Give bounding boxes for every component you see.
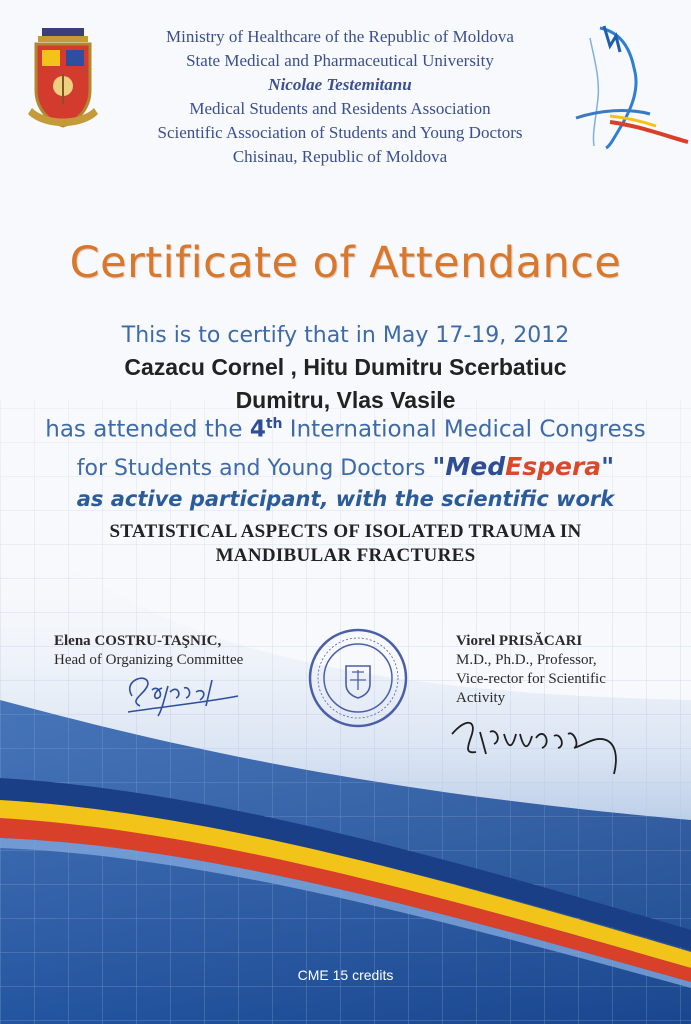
- participant-names-line1: Cazacu Cornel , Hitu Dumitru Scerbatiuc: [124, 354, 567, 380]
- header-scientific-association: Scientific Association of Students and Young Doctors: [157, 123, 523, 142]
- right-signatory-role-line1: M.D., Ph.D., Professor,: [456, 652, 597, 668]
- congress-ordinal-suffix: th: [265, 416, 283, 432]
- brand-part2: Espera: [505, 452, 602, 481]
- participant-role-line: as active participant, with the scientific work: [76, 487, 615, 511]
- certify-line: This is to certify that in May 17-19, 2012: [121, 323, 570, 348]
- work-title-line1: STATISTICAL ASPECTS OF ISOLATED TRAUMA IN: [109, 521, 582, 542]
- right-signatory-first-name: Viorel: [456, 633, 499, 649]
- attended-line: [0, 416, 691, 443]
- institution-header: [60, 25, 620, 169]
- header-university: State Medical and Pharmaceutical University: [186, 51, 494, 70]
- work-title-line2: MANDIBULAR FRACTURES: [215, 545, 476, 566]
- for-line-text: for Students and Young Doctors: [76, 456, 433, 481]
- left-signatory-first-name: Elena: [54, 633, 95, 649]
- attended-prefix: has attended the: [45, 416, 250, 443]
- left-handwritten-signature: [118, 666, 248, 720]
- right-signatory-role-line3: Activity: [456, 690, 506, 706]
- congress-ordinal-number: 4: [249, 416, 266, 443]
- header-association: Medical Students and Residents Association: [189, 99, 491, 118]
- for-line: [0, 452, 691, 481]
- participant-names-line2: Dumitru, Vlas Vasile: [235, 387, 456, 413]
- left-signatory-last-name: COSTRU-TAŞNIC,: [94, 633, 222, 649]
- congress-brand: [432, 452, 614, 481]
- right-handwritten-signature: [446, 714, 636, 778]
- right-signatory-role-line2: Vice-rector for Scientific: [456, 671, 606, 687]
- left-signatory-role: Head of Organizing Committee: [54, 652, 244, 668]
- brand-close-quote: ": [601, 452, 615, 481]
- brand-open-quote: ": [432, 452, 446, 481]
- university-seal-stamp: [306, 626, 410, 730]
- right-signatory-last-name: PRISĂCARI: [498, 633, 583, 649]
- certificate-title: Certificate of Attendance: [69, 238, 622, 288]
- left-signatory: [54, 632, 243, 670]
- attended-suffix: International Medical Congress: [282, 416, 646, 443]
- header-ministry: Ministry of Healthcare of the Republic of Moldova: [166, 27, 514, 46]
- cme-credits: CME 15 credits: [297, 967, 394, 983]
- header-university-name: Nicolae Testemitanu: [268, 75, 412, 94]
- brand-part1: Med: [445, 452, 506, 481]
- header-location: Chisinau, Republic of Moldova: [232, 147, 448, 166]
- right-signatory: [456, 632, 606, 708]
